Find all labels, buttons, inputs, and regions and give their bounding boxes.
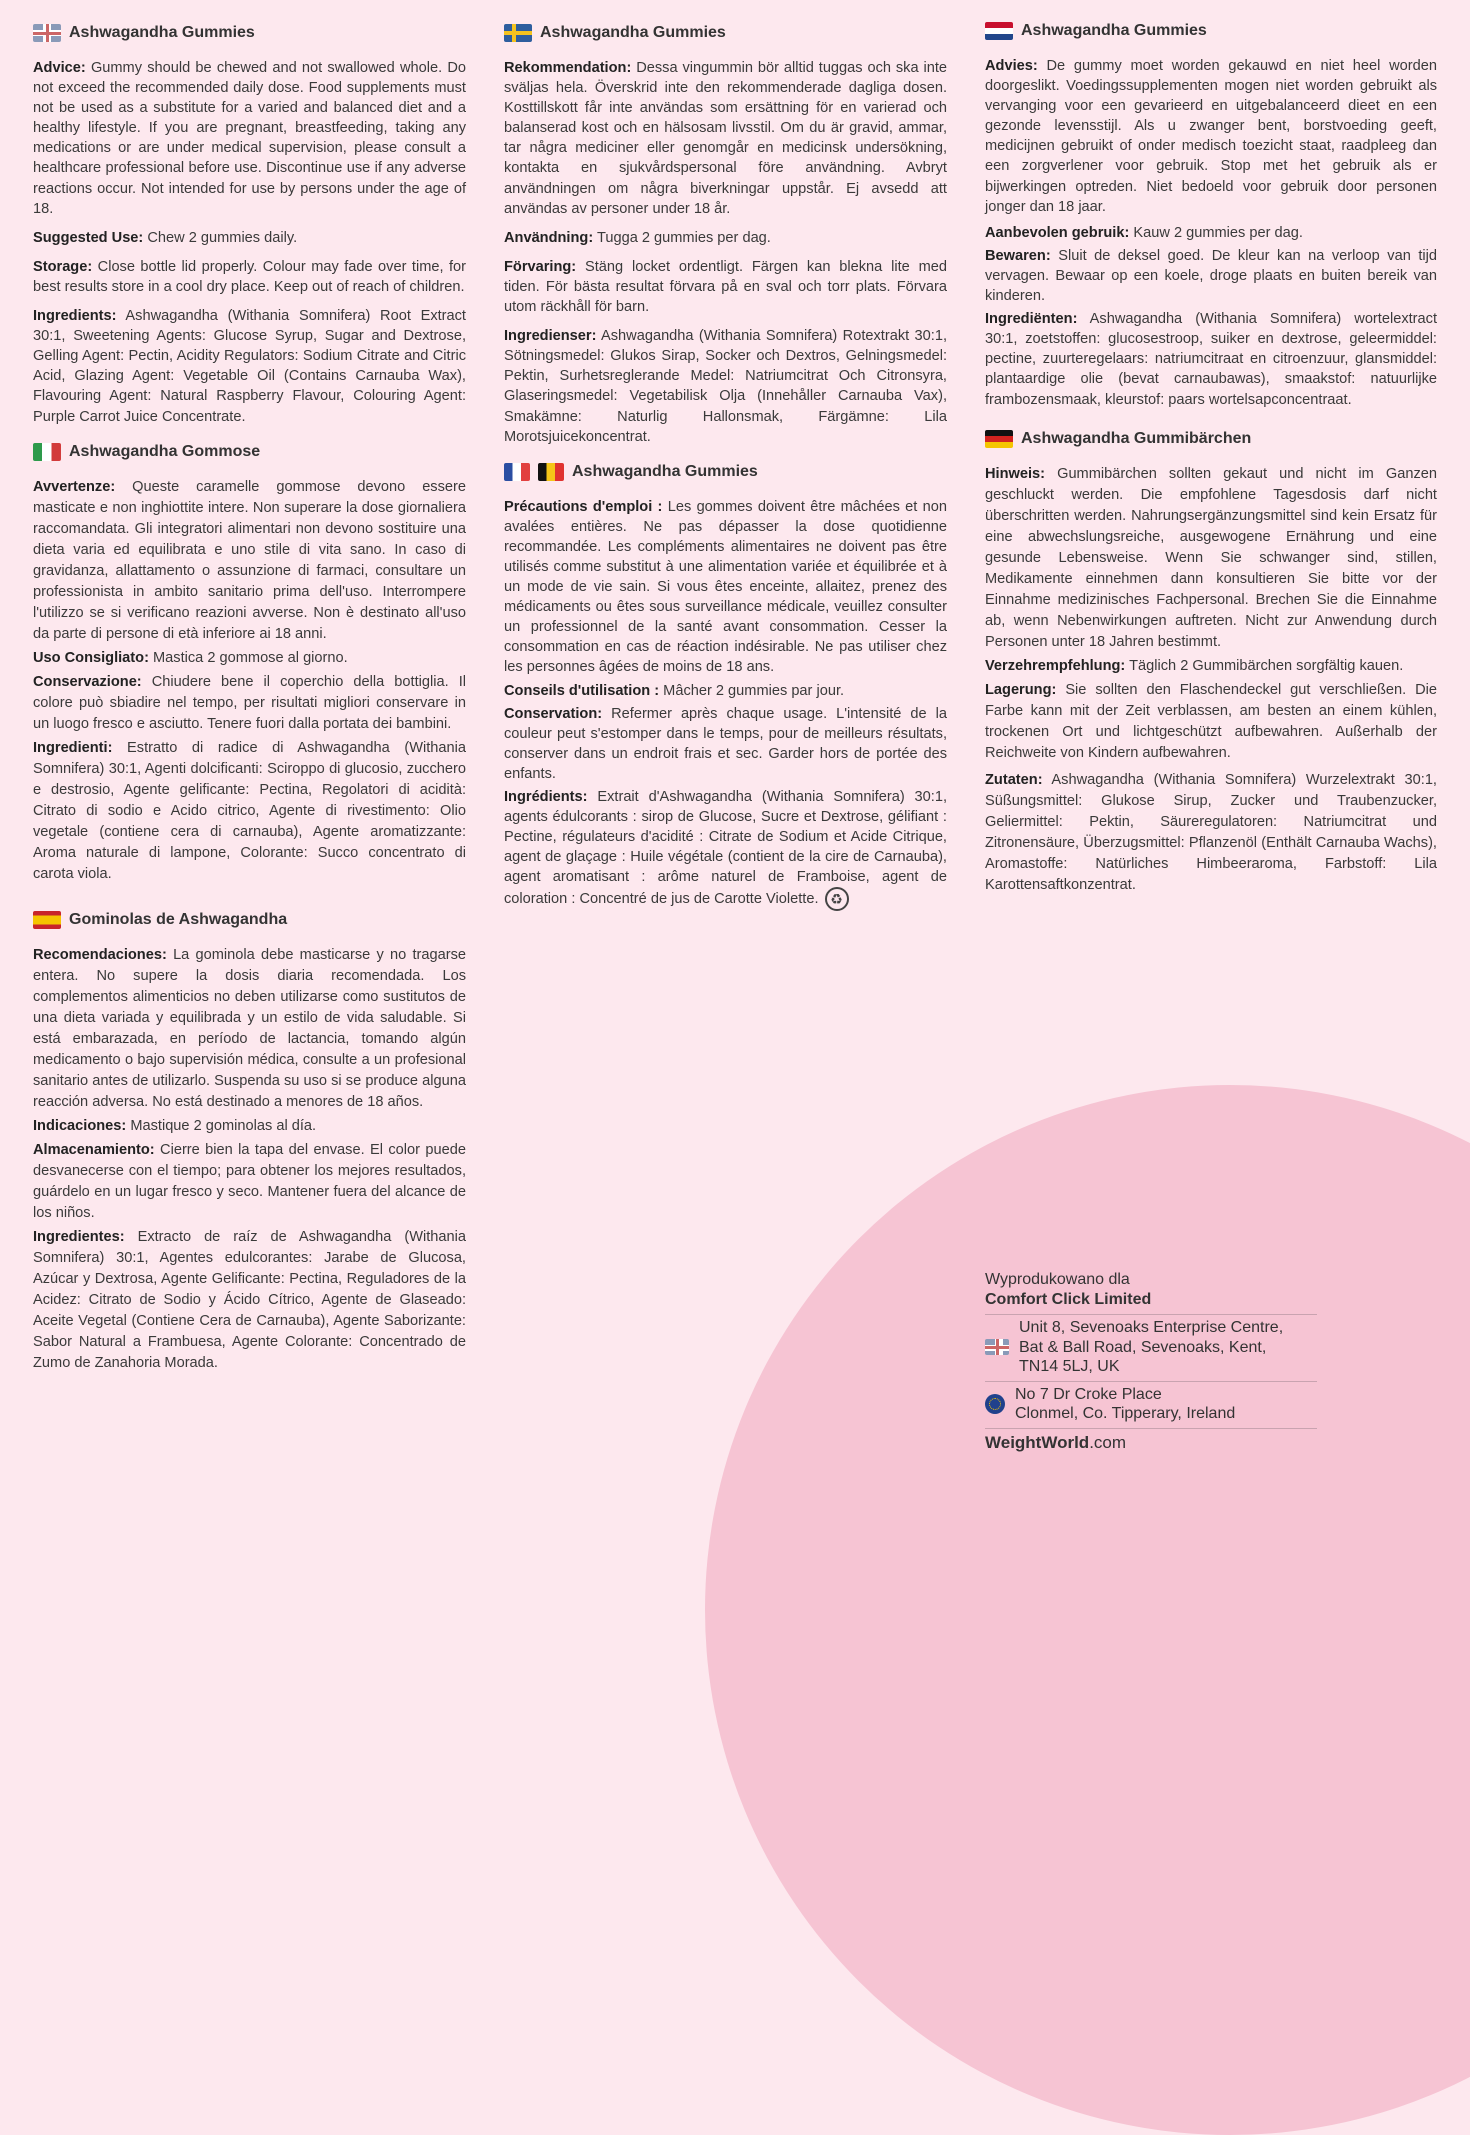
section-swedish: [504, 22, 947, 447]
germany-flag-icon: [985, 430, 1013, 448]
section-german: [985, 428, 1437, 896]
section-title: Ashwagandha Gummies: [69, 24, 255, 41]
advice-text: Rekommendation: Dessa vingummin bör alltid tuggas och ska inte sväljas hela. Överskrid inte den rekommenderade dagliga dosen. Kosttillskott får inte användas som ersättning för en varierad och balanserad kost och en hälsosam livsstil. Om du är gravid, ammar, tar några mediciner eller genomgår en medicinsk undersökning, kontakta en sjukvårdspersonal före användning. Avbryt användningen om några biverkningar uppstår. Ej avsedd att användas av personer under 18 år.: [504, 60, 947, 217]
column-left: [33, 22, 466, 1377]
use-text: Indicaciones: Mastique 2 gominolas al día.: [33, 1117, 317, 1134]
advice-text: Précautions d'emploi : Les gommes doivent être mâchées et non avalées entières. Ne pas dépasser la dose quotidienne recommandée. Les compléments alimentaires ne doivent pas être utilisés comme substitut à une alimentation variée et équilibrée et à un mode de vie sain. Si vous êtes enceinte, allaitez, prenez des médicaments ou êtes sous surveillance médicale, veuillez consulter un professionnel de la santé avant consommation. Cesser la consommation en cas de réaction indésirable. Ne pas utiliser chez les personnes âgées de moins de 18 ans.: [504, 498, 947, 676]
storage-text: Lagerung: Sie sollten den Flaschendeckel gut verschließen. Die Farbe kann mit der Zeit verblassen, am besten an einem kühlen, trockenen Ort und lichtgeschützt aufbewahren. Außerhalb der Reichweite von Kindern aufbewahren.: [985, 681, 1437, 761]
manufacturer-info: [985, 1270, 1317, 1453]
advice-text: Advies: De gummy moet worden gekauwd en niet heel worden doorgeslikt. Voedingssupplementen mogen niet worden gebruikt als vervanging voor een gevarieerd en uitgebalanceerd dieet en een gezonde levensstijl. Als u zwanger bent, borstvoeding geeft, medicijnen gebruikt of onder medisch toezicht staat, raadpleeg dan een zorgverlener voor gebruik. Stop met het gebruik als er bijwerkingen optreden. Niet bedoeld voor gebruik door personen jonger dan 18 jaar.: [985, 58, 1437, 215]
section-title: Ashwagandha Gummies: [1021, 22, 1207, 39]
use-text: Verzehrempfehlung: Täglich 2 Gummibärchen sorgfältig kauen.: [985, 657, 1404, 674]
advice-text: Avvertenze: Queste caramelle gommose devono essere masticate e non inghiottite intere. Non superare la dose giornaliera raccomandata. Gli integratori alimentari non devono sostituire una dieta varia ed equilibrata e uno stile di vita sano. In caso di gravidanza, allattamento o assunzione di farmaci, consultare un professionista in ambito sanitario prima dell'uso. Interrompere l'utilizzo se si verificano reazioni avverse. Non è destinato all'uso da parte di persone di età inferiore ai 18 anni.: [33, 478, 466, 642]
storage-text: Storage: Close bottle lid properly. Colour may fade over time, for best results store in a cool dry place. Keep out of reach of children.: [33, 258, 466, 295]
use-text: Uso Consigliato: Mastica 2 gommose al giorno.: [33, 649, 348, 666]
spanish-heading: [33, 909, 466, 931]
uk-flag-icon: [33, 24, 61, 42]
section-title: Ashwagandha Gommose: [69, 442, 261, 460]
netherlands-flag-icon: [985, 22, 1013, 40]
ingredients-text: Ingredientes: Extracto de raíz de Ashwagandha (Withania Somnifera) 30:1, Agentes edulcorantes: Jarabe de Glucosa, Azúcar y Dextrosa, Agente Gelificante: Pectina, Reguladores de la Acidez: Citrato de Sodio y Ácido Cítrico, Agente de Glaseado: Aceite Vegetal (Contiene Cera de Carnauba), Agente Saborizante: Sabor Natural a Frambuesa, Agente Colorante: Concentrado de Zumo de Zanahoria Morada.: [33, 1228, 466, 1371]
decorative-circle: [705, 1085, 1470, 2135]
ie-address: No 7 Dr Croke Place Clonmel, Co. Tipperary, Ireland: [1015, 1385, 1236, 1422]
brand-website: WeightWorld.com: [985, 1428, 1317, 1453]
section-french: [504, 461, 947, 912]
section-dutch: [985, 20, 1437, 410]
france-flag-icon: [504, 463, 530, 481]
section-spanish: [33, 909, 466, 1374]
advice-text: Advice: Gummy should be chewed and not swallowed whole. Do not exceed the recommended daily dose. Food supplements must not be used as a substitute for a varied and balanced diet and a healthy lifestyle. If you are pregnant, breastfeeding, taking any medications or are under medical supervision, please consult a healthcare professional before use. Discontinue use if any adverse reactions occur. Not intended for use by persons under the age of 18.: [33, 60, 467, 217]
use-text: Conseils d'utilisation : Mâcher 2 gummies par jour.: [504, 682, 845, 699]
italian-heading: [33, 441, 466, 463]
storage-text: Conservazione: Chiudere bene il coperchio della bottiglia. Il colore può sbiadire nel tempo, per risultati migliori conservare in un luogo fresco e asciutto. Tenere fuori dalla portata dei bambini.: [33, 673, 466, 732]
company-name: Comfort Click Limited: [985, 1291, 1152, 1308]
belgium-flag-icon: [538, 463, 564, 481]
ingredients-text: Ingrediënten: Ashwagandha (Withania Somnifera) wortelextract 30:1, zoetstoffen: glucosestroop, suiker en dextrose, geleermiddel: pectine, zuurteregelaars: natriumcitraat en citroenzuur, glansmiddel: plantaardige olie (bevat carnaubawas), smaakstof: natuurlijke frambozensmaak, kleurstof: paars wortelsapconcentraat.: [985, 311, 1438, 408]
ingredients-text: Ingrédients: Extrait d'Ashwagandha (Withania Somnifera) 30:1, agents édulcorants : sirop de Glucose, Sucre et Dextrose, gélifiant : Pectine, régulateurs d'acidité : Citrate de Sodium et Acide Citrique, agent de glaçage : Huile végétale (contient de la cire de Carnauba), agent aromatisant : arôme naturel de Framboise, agent de coloration : Concentré de jus de Carotte Violette. ♻: [504, 787, 947, 911]
german-heading: [985, 428, 1437, 450]
section-title: Ashwagandha Gummies: [540, 24, 726, 41]
use-text: Suggested Use: Chew 2 gummies daily.: [33, 229, 298, 246]
ie-address-row: [985, 1381, 1317, 1428]
recycle-icon: ♻: [825, 887, 849, 911]
ingredients-text: Ingredienser: Ashwagandha (Withania Somnifera) Rotextrakt 30:1, Sötningsmedel: Glukos Sirap, Socker och Dextros, Gelningsmedel: Pektin, Surhetsreglerande Medel: Natriumcitrat Och Citronsyra, Glaseringsmedel: Vegetabilisk Olja (Innehåller Carnauba Vax), Smakämne: Naturlig Hallonsmak, Färgämne: Lila Morotsjuicekoncentrat.: [504, 328, 948, 445]
storage-text: Förvaring: Stäng locket ordentligt. Färgen kan blekna lite med tiden. För bästa resultat förvara på en sval och torr plats. Förvara utom räckhåll för barn.: [504, 258, 947, 316]
english-heading: [33, 22, 466, 44]
made-for-label: Wyprodukowano dla: [985, 1271, 1130, 1288]
column-right: [985, 20, 1437, 899]
ingredients-text: Zutaten: Ashwagandha (Withania Somnifera) Wurzelextrakt 30:1, Süßungsmittel: Glukose Sirup, Zucker und Traubenzucker, Geliermittel: Pektin, Säureregulatoren: Natriumcitrat und Zitronensäure, Überzugsmittel: Pflanzenöl (Enthält Carnauba Wachs), Aromastoffe: Natürliches Himbeeraroma, Farbstoff: Lila Karottensaftkonzentrat.: [985, 771, 1437, 893]
advice-text: Recomendaciones: La gominola debe masticarse y no tragarse entera. No supere la dosis diaria recomendada. Los complementos alimenticios no deben utilizarse como sustitutos de una dieta variada y equilibrada y un estilo de vida saludable. Si está embarazada, en período de lactancia, tomando algún medicamento o bajo supervisión médica, consulte a un profesional sanitario antes de utilizarlo. Suspenda su uso si se produce alguna reacción adversa. No está destinado a menores de 18 años.: [33, 946, 466, 1110]
ingredients-text: Ingredients: Ashwagandha (Withania Somnifera) Root Extract 30:1, Sweetening Agents: Glucose Syrup, Sugar and Dextrose, Gelling Agent: Pectin, Acidity Regulators: Sodium Citrate and Citric Acid, Glazing Agent: Vegetable Oil (Contains Carnauba Wax), Flavouring Agent: Natural Raspberry Flavour, Colouring Agent: Purple Carrot Juice Concentrate.: [33, 308, 466, 425]
advice-text: Hinweis: Gummibärchen sollten gekaut und nicht im Ganzen geschluckt werden. Die empfohlene Tagesdosis darf nicht überschritten werden. Nahrungsergänzungsmittel sind kein Ersatz für eine abwechslungsreiche, ausgewogene Ernährung und eine gesunde Lebensweise. Wenn Sie schwanger sind, stillen, Medikamente einnehmen dann konsultieren Sie bitte vor der Einnahme medizinisches Fachpersonal. Brechen Sie die Einnahme ab, wenn Nebenwirkungen auftreten. Nicht zur Anwendung durch Personen unter 18 Jahren bestimmt.: [985, 465, 1437, 650]
section-italian: [33, 441, 466, 885]
swedish-heading: [504, 22, 947, 44]
storage-text: Bewaren: Sluit de deksel goed. De kleur kan na verloop van tijd vervagen. Bewaar op een koele, droge plaats en buiten bereik van kinderen.: [985, 247, 1437, 305]
ingredients-text: Ingredienti: Estratto di radice di Ashwagandha (Withania Somnifera) 30:1, Agenti dolcificanti: Sciroppo di glucosio, zucchero e destrosio, Agente gelificante: Pectina, Regolatori di acidità: Citrato di sodio e Acido citrico, Agente di rivestimento: Olio vegetale (contiene cera di carnauba), Agente aromatizzante: Aroma naturale di lampone, Colorante: Succo concentrato di carota viola.: [33, 739, 466, 882]
use-text: Användning: Tugga 2 gummies per dag.: [504, 229, 771, 246]
spain-flag-icon: [33, 911, 61, 929]
section-title: Ashwagandha Gummibärchen: [1021, 429, 1252, 447]
section-title: Gominolas de Ashwagandha: [69, 910, 288, 928]
storage-text: Conservation: Refermer après chaque usage. L'intensité de la couleur peut s'estomper dans le temps, pour de meilleurs résultats, conserver dans un endroit frais et sec. Garder hors de portée des enfants.: [504, 705, 947, 782]
storage-text: Almacenamiento: Cierre bien la tapa del envase. El color puede desvanecerse con el tiempo; para obtener los mejores resultados, guárdelo en un lugar fresco y seco. Mantener fuera del alcance de los niños.: [33, 1141, 466, 1221]
column-middle: [504, 22, 947, 914]
italy-flag-icon: [33, 443, 61, 461]
uk-address-row: [985, 1314, 1317, 1381]
section-title: Ashwagandha Gummies: [572, 462, 758, 480]
section-english: [33, 22, 466, 427]
french-heading: [504, 461, 947, 483]
eu-flag-icon: [985, 1394, 1005, 1414]
dutch-heading: [985, 20, 1437, 42]
uk-flag-icon: [985, 1339, 1009, 1355]
uk-address: Unit 8, Sevenoaks Enterprise Centre, Bat & Ball Road, Sevenoaks, Kent, TN14 5LJ, UK: [1019, 1319, 1284, 1375]
use-text: Aanbevolen gebruik: Kauw 2 gummies per dag.: [985, 224, 1303, 241]
sweden-flag-icon: [504, 24, 532, 42]
